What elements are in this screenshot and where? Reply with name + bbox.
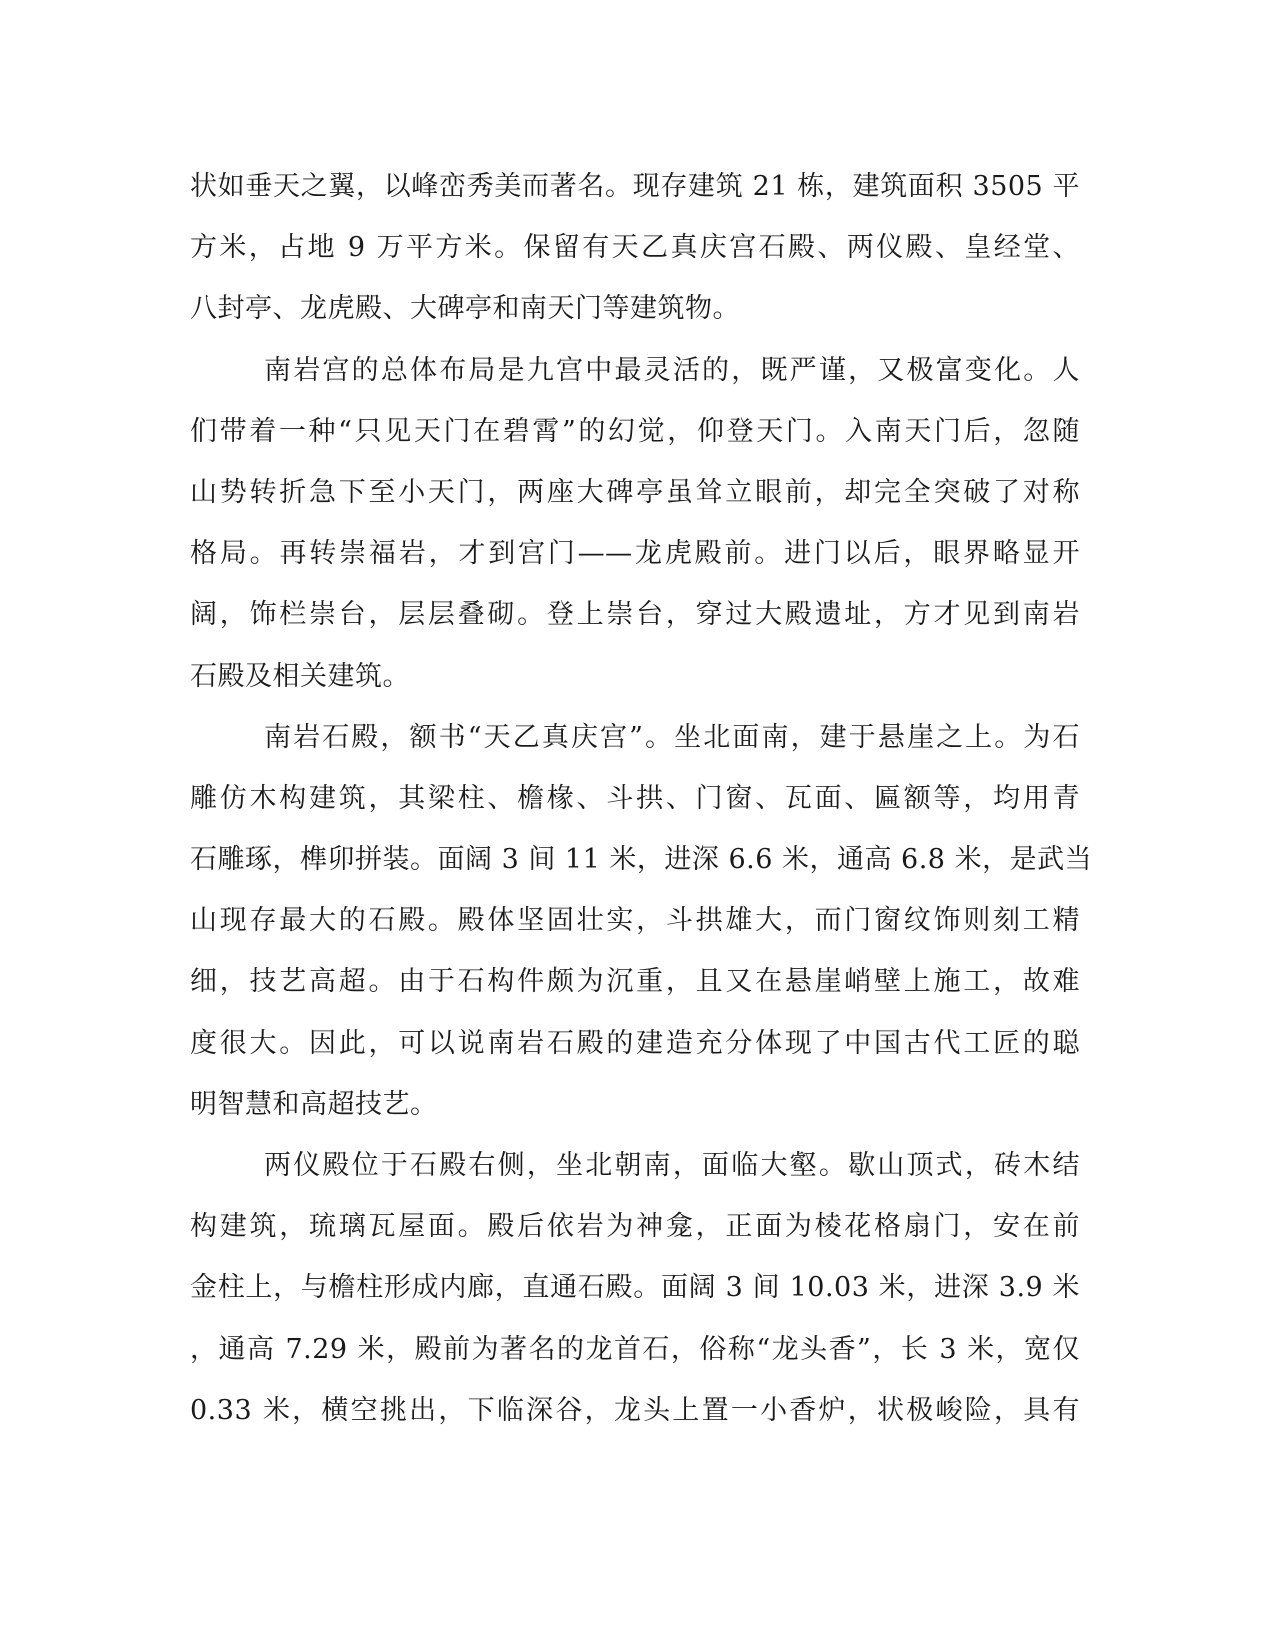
text-line: 0.33 米，横空挑出，下临深谷，龙头上置一小香炉，状极峻险，具有	[190, 1394, 1080, 1426]
paragraph-first-line: 南岩石殿，额书“天乙真庆宫”。坐北面南，建于悬崖之上。为石	[264, 721, 1080, 753]
text-line: ，通高 7.29 米，殿前为著名的龙首石，俗称“龙头香”，长 3 米，宽仅	[190, 1333, 1080, 1365]
paragraph-first-line: 南岩宫的总体布局是九宫中最灵活的，既严谨，又极富变化。人	[264, 354, 1080, 386]
text-line: 石雕琢，榫卯拼装。面阔 3 间 11 米，进深 6.6 米，通高 6.8 米，是武当	[190, 844, 1093, 876]
text-line: 八封亭、龙虎殿、大碑亭和南天门等建筑物。	[190, 293, 740, 325]
text-line: 山现存最大的石殿。殿体坚固壮实，斗拱雄大，而门窗纹饰则刻工精	[190, 905, 1080, 937]
body-text	[190, 156, 1093, 1441]
text-line: 格局。再转崇福岩，才到宫门——龙虎殿前。进门以后，眼界略显开	[190, 538, 1080, 570]
text-line: 石殿及相关建筑。	[190, 660, 410, 692]
text-line: 山势转折急下至小天门，两座大碑亭虽耸立眼前，却完全突破了对称	[190, 476, 1080, 508]
text-line: 阔，饰栏崇台，层层叠砌。登上崇台，穿过大殿遗址，方才见到南岩	[190, 599, 1080, 631]
text-line: 金柱上，与檐柱形成内廊，直通石殿。面阔 3 间 10.03 米，进深 3.9 米	[190, 1272, 1080, 1304]
paragraph-first-line: 两仪殿位于石殿右侧，坐北朝南，面临大壑。歇山顶式，砖木结	[264, 1150, 1080, 1181]
text-line: 雕仿木构建筑，其梁柱、檐椽、斗拱、门窗、瓦面、匾额等，均用青	[190, 782, 1080, 814]
text-line: 度很大。因此，可以说南岩石殿的建造充分体现了中国古代工匠的聪	[190, 1027, 1080, 1059]
text-line: 方米，占地 9 万平方米。保留有天乙真庆宫石殿、两仪殿、皇经堂、	[190, 232, 1080, 264]
text-line: 构建筑，琉璃瓦屋面。殿后依岩为神龛，正面为棱花格扇门，安在前	[190, 1211, 1080, 1243]
text-line: 明智慧和高超技艺。	[190, 1088, 438, 1120]
text-line: 们带着一种“只见天门在碧霄”的幻觉，仰登天门。入南天门后，忽随	[190, 415, 1080, 447]
text-line: 细，技艺高超。由于石构件颇为沉重，且又在悬崖峭壁上施工，故难	[190, 966, 1080, 998]
text-line: 状如垂天之翼，以峰峦秀美而著名。现存建筑 21 栋，建筑面积 3505 平	[190, 171, 1080, 202]
